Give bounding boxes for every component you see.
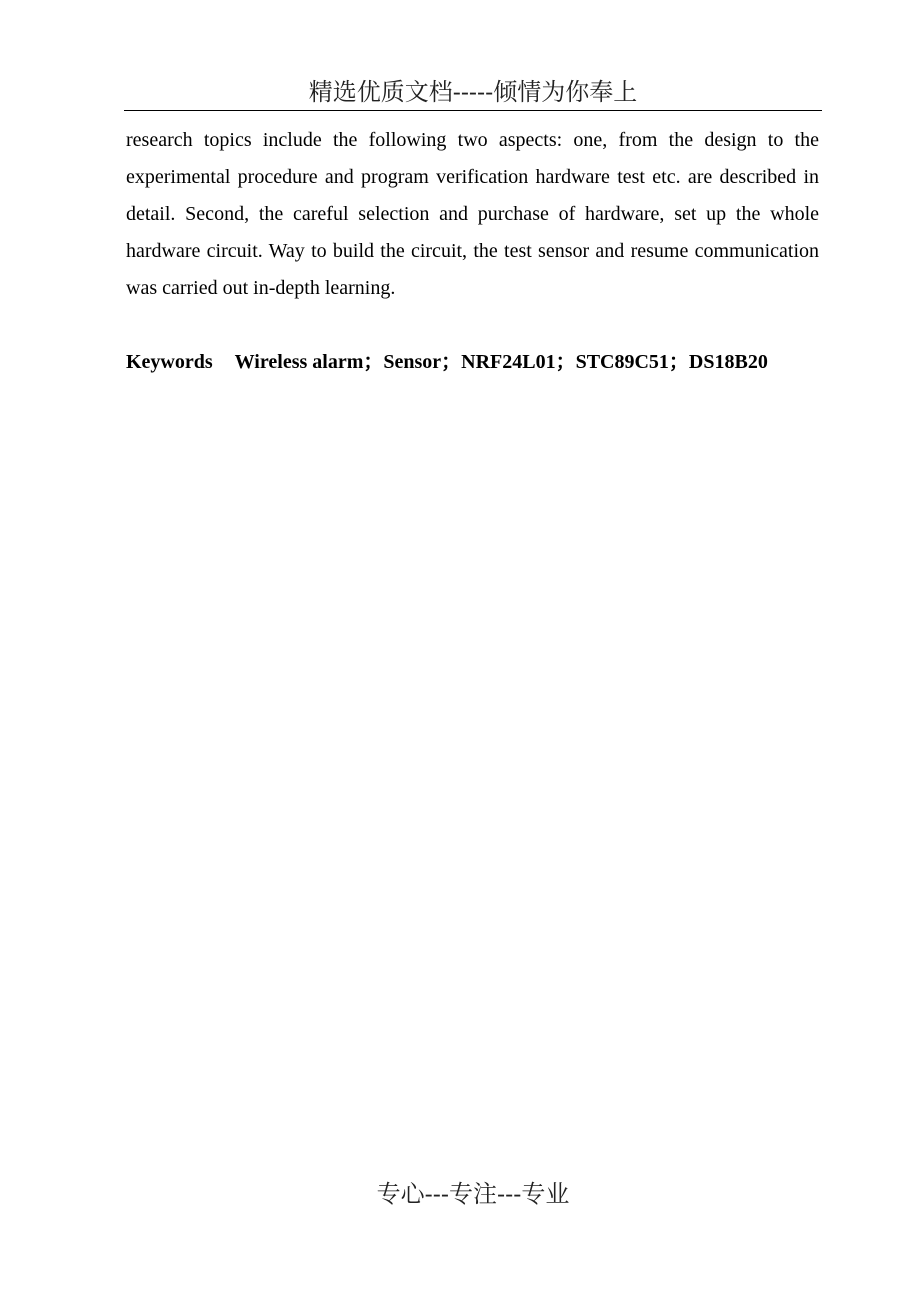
abstract-paragraph: research topics include the following two aspects: one, from the design to the experimental procedure and program verification hardware test etc. are described in detail. Second, the careful selection and purchase of hardware, set up the whole hardware circuit. Way to build the circuit, the test sensor and resume communication was carried out in-depth learning. <box>126 129 819 299</box>
keywords-line <box>126 344 826 381</box>
keywords-list: Wireless alarm；Sensor；NRF24L01；STC89C51；DS18B20 <box>234 351 768 373</box>
header-divider <box>124 110 822 111</box>
page-header: 精选优质文档-----倾情为你奉上 <box>308 78 638 106</box>
keywords-label: Keywords <box>126 351 213 373</box>
page-footer: 专心---专注---专业 <box>376 1180 570 1208</box>
